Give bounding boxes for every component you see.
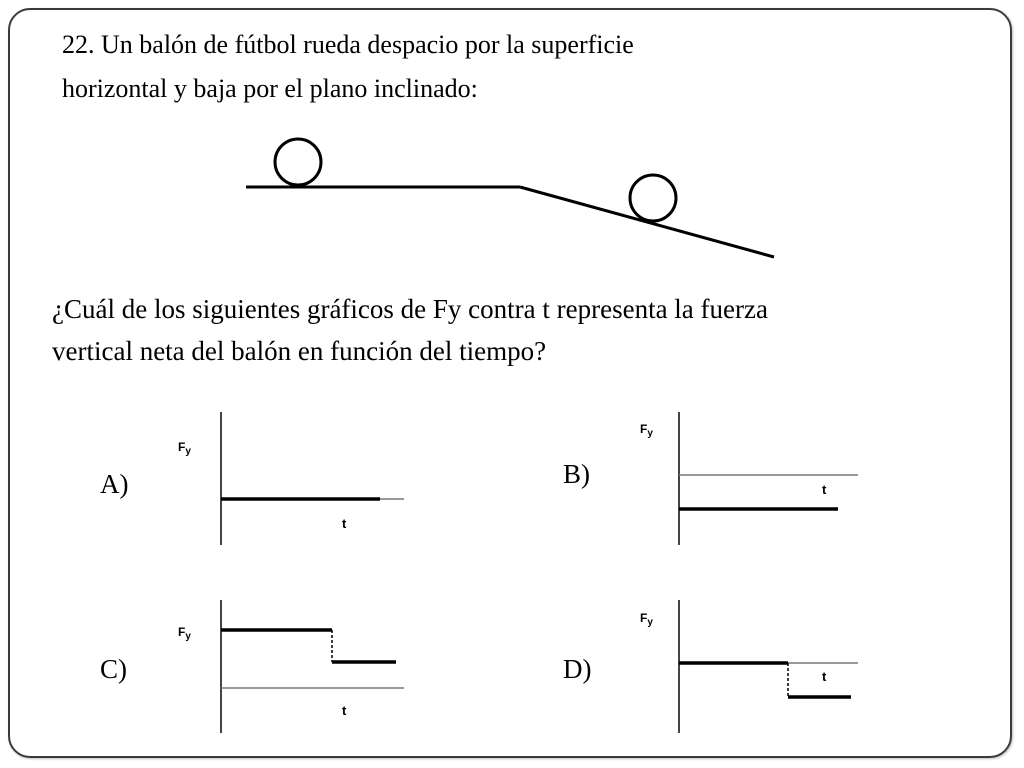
option-a-label[interactable]: A)	[100, 469, 129, 499]
graph-d-y-label: $F_y$	[640, 611, 653, 628]
graph-d[interactable]	[640, 600, 858, 733]
option-b-label[interactable]: B)	[563, 459, 590, 489]
problem-title-line-1: 22. Un balón de fútbol rueda despacio por la superficie	[62, 30, 634, 59]
question-line-2: vertical neta del balón en función del tiempo?	[52, 336, 547, 366]
graph-c-x-label: t	[342, 703, 347, 718]
graph-c[interactable]	[178, 600, 404, 733]
graph-a[interactable]	[178, 412, 404, 545]
problem-title-line-2: horizontal y baja por el plano inclinado:	[62, 74, 478, 103]
graph-b-x-label: t	[822, 482, 827, 497]
option-c-label[interactable]: C)	[100, 654, 127, 684]
graph-b-y-label: $F_y$	[640, 422, 653, 439]
option-d-label[interactable]: D)	[563, 654, 592, 684]
graph-a-y-label: $F_y$	[178, 440, 191, 457]
graph-d-x-label: t	[822, 669, 827, 684]
question-line-1: ¿Cuál de los siguientes gráficos de Fy contra t representa la fuerza	[52, 294, 768, 324]
graph-a-x-label: t	[342, 516, 347, 531]
graph-b[interactable]	[640, 412, 858, 545]
graph-c-y-label: $F_y$	[178, 625, 191, 642]
